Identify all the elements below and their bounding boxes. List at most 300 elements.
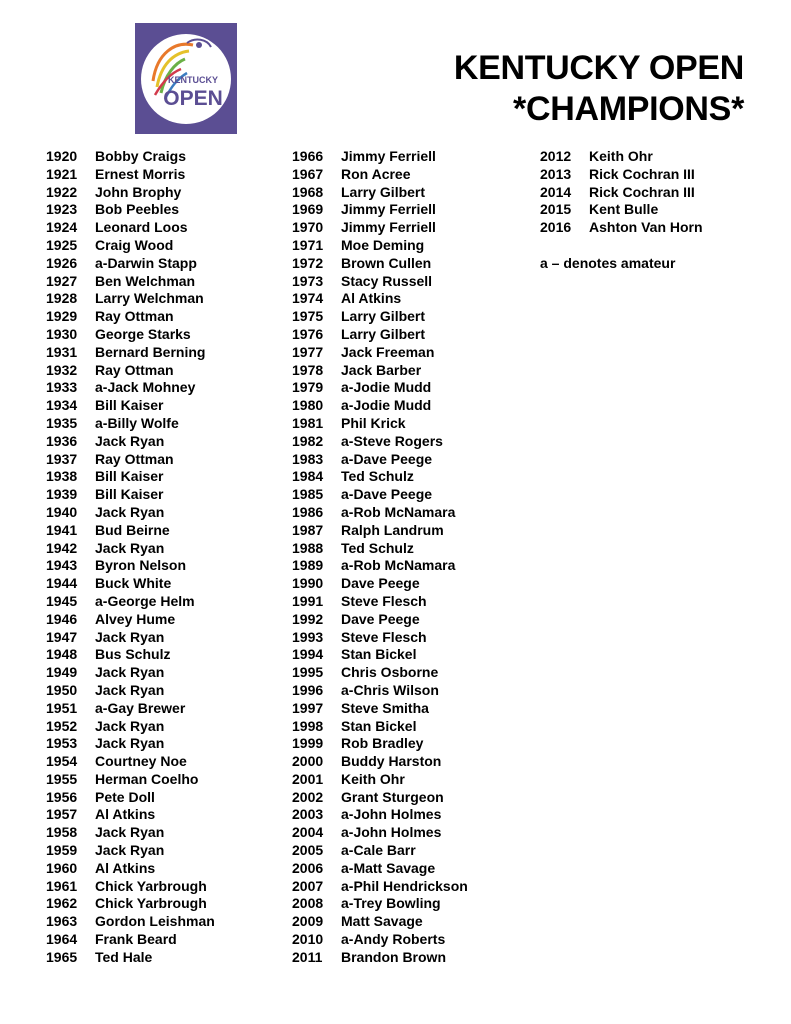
champion-name: a-Andy Roberts xyxy=(341,931,446,948)
champion-row xyxy=(46,166,215,184)
champion-row xyxy=(46,237,215,255)
champion-year: 2016 xyxy=(540,219,572,236)
champion-year: 1937 xyxy=(46,450,78,467)
champion-name: Al Atkins xyxy=(341,290,402,307)
champion-row xyxy=(46,895,215,913)
champion-row xyxy=(292,789,468,807)
champion-year: 1947 xyxy=(46,628,78,645)
champion-name: Jack Barber xyxy=(341,361,422,378)
champion-year: 1963 xyxy=(46,913,78,930)
champion-name: Steve Smitha xyxy=(341,699,429,716)
champion-name: Ralph Landrum xyxy=(341,521,444,538)
champion-name: Buddy Harston xyxy=(341,753,442,770)
champion-year: 1964 xyxy=(46,931,78,948)
champion-year: 1925 xyxy=(46,236,78,253)
champion-row xyxy=(292,806,468,824)
champion-row xyxy=(292,735,468,753)
champion-name: Craig Wood xyxy=(95,236,174,253)
champion-year: 2014 xyxy=(540,183,572,200)
champion-row xyxy=(292,682,468,700)
champion-name: Ron Acree xyxy=(341,165,411,182)
champion-row xyxy=(540,184,703,202)
champion-year: 1926 xyxy=(46,254,78,271)
champion-year: 1958 xyxy=(46,824,78,841)
champion-year: 1975 xyxy=(292,308,324,325)
champion-row xyxy=(292,344,468,362)
champion-row xyxy=(46,771,215,789)
champion-name: Larry Gilbert xyxy=(341,325,426,342)
champion-row xyxy=(46,255,215,273)
champion-name: Steve Flesch xyxy=(341,592,427,609)
champion-name: Ray Ottman xyxy=(95,361,174,378)
champion-name: Courtney Noe xyxy=(95,753,187,770)
champion-year: 1996 xyxy=(292,681,324,698)
champion-year: 1965 xyxy=(46,948,78,965)
champion-row xyxy=(540,148,703,166)
champion-name: a-Jodie Mudd xyxy=(341,397,432,414)
champion-row xyxy=(292,504,468,522)
logo-text-kentucky: KENTUCKY xyxy=(167,75,219,85)
champion-name: Al Atkins xyxy=(95,859,156,876)
champion-name: a-Gay Brewer xyxy=(95,699,186,716)
champion-name: Ted Hale xyxy=(95,948,153,965)
champions-column-2 xyxy=(292,148,468,967)
champion-name: John Brophy xyxy=(95,183,182,200)
champion-year: 1960 xyxy=(46,859,78,876)
champion-name: a-Trey Bowling xyxy=(341,895,441,912)
champion-year: 2003 xyxy=(292,806,324,823)
champion-row xyxy=(46,949,215,967)
champion-year: 1934 xyxy=(46,397,78,414)
champion-row xyxy=(292,860,468,878)
champion-year: 1971 xyxy=(292,236,324,253)
champion-row xyxy=(46,219,215,237)
champion-row xyxy=(292,308,468,326)
champion-name: Kent Bulle xyxy=(589,201,659,218)
champion-year: 1967 xyxy=(292,165,324,182)
champion-row xyxy=(46,629,215,647)
champion-row xyxy=(292,397,468,415)
champion-year: 1998 xyxy=(292,717,324,734)
champion-year: 1962 xyxy=(46,895,78,912)
champion-row xyxy=(292,290,468,308)
champion-row xyxy=(46,753,215,771)
champion-year: 1931 xyxy=(46,343,78,360)
champion-year: 2006 xyxy=(292,859,324,876)
champion-name: Chris Osborne xyxy=(341,664,439,681)
champion-row xyxy=(46,575,215,593)
champion-row xyxy=(292,362,468,380)
champion-year: 1946 xyxy=(46,610,78,627)
champion-row xyxy=(46,468,215,486)
champion-year: 1961 xyxy=(46,877,78,894)
champion-row xyxy=(540,219,703,237)
champion-name: Moe Deming xyxy=(341,236,425,253)
champion-year: 1973 xyxy=(292,272,324,289)
champion-name: a-Chris Wilson xyxy=(341,681,439,698)
champion-row xyxy=(46,379,215,397)
champion-name: Brandon Brown xyxy=(341,948,446,965)
champion-row xyxy=(540,166,703,184)
champion-row xyxy=(46,362,215,380)
champion-row xyxy=(292,931,468,949)
logo-emblem xyxy=(135,23,237,134)
champion-year: 1978 xyxy=(292,361,324,378)
logo-text-open: OPEN xyxy=(163,87,223,110)
champion-year: 1948 xyxy=(46,646,78,663)
champion-name: Jack Ryan xyxy=(95,628,165,645)
champion-year: 1951 xyxy=(46,699,78,716)
champion-row xyxy=(292,522,468,540)
champion-name: a-Phil Hendrickson xyxy=(341,877,468,894)
champion-row xyxy=(292,326,468,344)
champion-name: a-John Holmes xyxy=(341,806,442,823)
champion-name: Jack Ryan xyxy=(95,717,165,734)
champion-year: 1938 xyxy=(46,468,78,485)
champion-name: Bernard Berning xyxy=(95,343,206,360)
champion-year: 2013 xyxy=(540,165,572,182)
champion-name: George Starks xyxy=(95,325,191,342)
champion-name: Bob Peebles xyxy=(95,201,180,218)
champion-row xyxy=(46,913,215,931)
champion-name: Jack Ryan xyxy=(95,842,165,859)
champion-year: 1956 xyxy=(46,788,78,805)
champion-year: 1941 xyxy=(46,521,78,538)
champion-year: 1957 xyxy=(46,806,78,823)
champion-row xyxy=(46,611,215,629)
champion-year: 2005 xyxy=(292,842,324,859)
champion-year: 2004 xyxy=(292,824,324,841)
champion-year: 1936 xyxy=(46,432,78,449)
champion-row xyxy=(292,842,468,860)
champion-row xyxy=(46,344,215,362)
champion-year: 1985 xyxy=(292,486,324,503)
champion-row xyxy=(292,255,468,273)
champion-year: 1997 xyxy=(292,699,324,716)
champion-name: Jack Ryan xyxy=(95,432,165,449)
champion-year: 2001 xyxy=(292,770,324,787)
champion-name: Jack Ryan xyxy=(95,664,165,681)
champion-year: 1929 xyxy=(46,308,78,325)
champion-name: Jimmy Ferriell xyxy=(341,219,436,236)
champion-row xyxy=(292,700,468,718)
champion-year: 1944 xyxy=(46,575,78,592)
champion-name: Byron Nelson xyxy=(95,557,187,574)
champion-year: 1979 xyxy=(292,379,324,396)
champion-row xyxy=(46,148,215,166)
champion-name: Stan Bickel xyxy=(341,646,417,663)
champion-name: Steve Flesch xyxy=(341,628,427,645)
champion-row xyxy=(46,593,215,611)
champion-row xyxy=(292,273,468,291)
champion-year: 1983 xyxy=(292,450,324,467)
champion-year: 1949 xyxy=(46,664,78,681)
champion-year: 1992 xyxy=(292,610,324,627)
champion-year: 1950 xyxy=(46,681,78,698)
champion-name: Jack Freeman xyxy=(341,343,435,360)
champion-row xyxy=(292,629,468,647)
champion-row xyxy=(292,895,468,913)
champion-year: 2011 xyxy=(292,948,323,965)
champion-name: Al Atkins xyxy=(95,806,156,823)
champion-row xyxy=(292,468,468,486)
champion-year: 2012 xyxy=(540,148,572,164)
champions-column-1 xyxy=(46,148,215,967)
champion-name: Ray Ottman xyxy=(95,450,174,467)
champion-name: Brown Cullen xyxy=(341,254,432,271)
champion-row xyxy=(46,878,215,896)
champion-name: Rob Bradley xyxy=(341,735,424,752)
champion-row xyxy=(292,771,468,789)
champion-row xyxy=(292,184,468,202)
champion-year: 1922 xyxy=(46,183,78,200)
kentucky-open-logo xyxy=(135,23,237,134)
champion-name: a-Billy Wolfe xyxy=(95,414,179,431)
champion-row xyxy=(292,593,468,611)
champion-name: Leonard Loos xyxy=(95,219,188,236)
champion-year: 2015 xyxy=(540,201,572,218)
champion-row xyxy=(46,397,215,415)
champion-name: a-Cale Barr xyxy=(341,842,416,859)
champion-name: Chick Yarbrough xyxy=(95,895,207,912)
champion-name: Rick Cochran III xyxy=(589,183,695,200)
champion-year: 1924 xyxy=(46,219,78,236)
champion-row xyxy=(292,824,468,842)
champion-year: 1935 xyxy=(46,414,78,431)
champion-name: Larry Gilbert xyxy=(341,308,426,325)
champion-name: Jack Ryan xyxy=(95,681,165,698)
champion-row xyxy=(292,201,468,219)
champion-name: Bill Kaiser xyxy=(95,468,164,485)
champion-year: 1940 xyxy=(46,503,78,520)
champion-row xyxy=(46,504,215,522)
champion-row xyxy=(292,379,468,397)
champion-row xyxy=(46,931,215,949)
champion-year: 1928 xyxy=(46,290,78,307)
champion-name: a-George Helm xyxy=(95,592,195,609)
champion-row xyxy=(292,575,468,593)
champion-name: Jack Ryan xyxy=(95,824,165,841)
champion-year: 1923 xyxy=(46,201,78,218)
champion-row xyxy=(46,184,215,202)
champion-year: 1945 xyxy=(46,592,78,609)
champion-year: 1990 xyxy=(292,575,324,592)
champion-name: Bus Schulz xyxy=(95,646,171,663)
champion-year: 1984 xyxy=(292,468,324,485)
champion-year: 1932 xyxy=(46,361,78,378)
champion-name: Jimmy Ferriell xyxy=(341,201,436,218)
champion-row xyxy=(292,664,468,682)
amateur-legend-note: a – denotes amateur xyxy=(540,255,676,271)
champion-name: Jack Ryan xyxy=(95,539,165,556)
champion-name: a-Matt Savage xyxy=(341,859,436,876)
champion-row xyxy=(292,219,468,237)
champion-row xyxy=(292,237,468,255)
champion-year: 1943 xyxy=(46,557,78,574)
champion-year: 1959 xyxy=(46,842,78,859)
champion-name: Frank Beard xyxy=(95,931,177,948)
champion-year: 2002 xyxy=(292,788,324,805)
champion-name: Stacy Russell xyxy=(341,272,433,289)
champion-name: Dave Peege xyxy=(341,575,420,592)
champion-row xyxy=(292,913,468,931)
page-title-line2: *CHAMPIONS* xyxy=(513,90,744,128)
champion-year: 1976 xyxy=(292,325,324,342)
champion-name: Jimmy Ferriell xyxy=(341,148,436,164)
champion-name: Larry Gilbert xyxy=(341,183,426,200)
champion-row xyxy=(46,290,215,308)
champion-row xyxy=(46,718,215,736)
champion-row xyxy=(292,557,468,575)
champion-row xyxy=(46,326,215,344)
champion-name: a-Jodie Mudd xyxy=(341,379,432,396)
champion-year: 1999 xyxy=(292,735,324,752)
champion-row xyxy=(292,148,468,166)
champion-year: 2000 xyxy=(292,753,324,770)
champion-year: 1942 xyxy=(46,539,78,556)
champion-row xyxy=(540,201,703,219)
champion-row xyxy=(292,878,468,896)
page-title-line1: KENTUCKY OPEN xyxy=(453,49,744,87)
champion-name: Chick Yarbrough xyxy=(95,877,207,894)
champion-year: 2008 xyxy=(292,895,324,912)
champion-row xyxy=(292,646,468,664)
champions-column-3 xyxy=(540,148,703,237)
champion-name: Gordon Leishman xyxy=(95,913,215,930)
champion-name: a-Rob McNamara xyxy=(341,503,456,520)
champion-name: Bill Kaiser xyxy=(95,397,164,414)
champion-row xyxy=(46,273,215,291)
champion-row xyxy=(46,646,215,664)
champion-year: 1953 xyxy=(46,735,78,752)
champion-year: 1982 xyxy=(292,432,324,449)
champion-year: 1966 xyxy=(292,148,324,164)
champion-row xyxy=(292,753,468,771)
champion-row xyxy=(46,522,215,540)
champion-name: Phil Krick xyxy=(341,414,406,431)
champion-year: 2010 xyxy=(292,931,324,948)
champion-name: Ernest Morris xyxy=(95,165,186,182)
champion-row xyxy=(292,486,468,504)
champion-year: 1980 xyxy=(292,397,324,414)
champion-row xyxy=(46,806,215,824)
champion-year: 1986 xyxy=(292,503,324,520)
champion-year: 1933 xyxy=(46,379,78,396)
champion-year: 2007 xyxy=(292,877,324,894)
champion-name: Larry Welchman xyxy=(95,290,204,307)
champion-year: 1969 xyxy=(292,201,324,218)
champion-name: Stan Bickel xyxy=(341,717,417,734)
champion-name: a-Jack Mohney xyxy=(95,379,196,396)
champion-year: 1981 xyxy=(292,414,324,431)
champion-year: 1970 xyxy=(292,219,324,236)
champion-name: Buck White xyxy=(95,575,172,592)
champion-name: a-Darwin Stapp xyxy=(95,254,197,271)
champion-row xyxy=(46,557,215,575)
champion-row xyxy=(292,949,468,967)
champion-row xyxy=(46,308,215,326)
champion-name: a-Steve Rogers xyxy=(341,432,443,449)
champion-year: 1955 xyxy=(46,770,78,787)
champion-name: Dave Peege xyxy=(341,610,420,627)
champion-row xyxy=(46,540,215,558)
champion-name: a-John Holmes xyxy=(341,824,442,841)
champion-name: Jack Ryan xyxy=(95,735,165,752)
champion-year: 1994 xyxy=(292,646,324,663)
champion-row xyxy=(46,824,215,842)
champion-row xyxy=(292,166,468,184)
champion-year: 1972 xyxy=(292,254,324,271)
champion-name: Herman Coelho xyxy=(95,770,199,787)
champion-year: 1988 xyxy=(292,539,324,556)
champion-name: a-Dave Peege xyxy=(341,486,433,503)
champion-year: 1939 xyxy=(46,486,78,503)
champion-year: 1995 xyxy=(292,664,324,681)
champion-year: 1977 xyxy=(292,343,324,360)
champion-row xyxy=(46,451,215,469)
champion-name: Rick Cochran III xyxy=(589,165,695,182)
champion-row xyxy=(292,451,468,469)
champion-year: 1930 xyxy=(46,325,78,342)
champion-year: 1991 xyxy=(292,592,324,609)
champion-name: Ted Schulz xyxy=(341,468,414,485)
champion-row xyxy=(46,433,215,451)
champion-name: Bud Beirne xyxy=(95,521,170,538)
champion-year: 2009 xyxy=(292,913,324,930)
champion-year: 1968 xyxy=(292,183,324,200)
champion-year: 1921 xyxy=(46,165,78,182)
champion-name: Bill Kaiser xyxy=(95,486,164,503)
champion-row xyxy=(46,664,215,682)
champion-name: Alvey Hume xyxy=(95,610,176,627)
champion-name: Keith Ohr xyxy=(589,148,653,164)
champion-year: 1987 xyxy=(292,521,324,538)
champion-name: Bobby Craigs xyxy=(95,148,187,164)
champion-row xyxy=(46,486,215,504)
champion-row xyxy=(46,201,215,219)
champion-year: 1993 xyxy=(292,628,324,645)
champion-year: 1989 xyxy=(292,557,324,574)
champion-name: a-Rob McNamara xyxy=(341,557,456,574)
champion-row xyxy=(292,415,468,433)
champion-year: 1954 xyxy=(46,753,78,770)
champion-year: 1952 xyxy=(46,717,78,734)
champion-row xyxy=(46,860,215,878)
champion-row xyxy=(46,842,215,860)
champion-row xyxy=(292,718,468,736)
champion-name: Ashton Van Horn xyxy=(589,219,703,236)
champion-year: 1927 xyxy=(46,272,78,289)
champion-row xyxy=(46,415,215,433)
champion-row xyxy=(46,735,215,753)
champion-row xyxy=(292,433,468,451)
champion-name: Ted Schulz xyxy=(341,539,414,556)
champion-name: Keith Ohr xyxy=(341,770,405,787)
champion-row xyxy=(46,700,215,718)
champion-name: Grant Sturgeon xyxy=(341,788,444,805)
champion-name: Ben Welchman xyxy=(95,272,196,289)
champion-row xyxy=(46,789,215,807)
champion-name: Jack Ryan xyxy=(95,503,165,520)
champion-row xyxy=(46,682,215,700)
champion-name: Matt Savage xyxy=(341,913,423,930)
champion-name: Ray Ottman xyxy=(95,308,174,325)
champion-row xyxy=(292,611,468,629)
champion-year: 1920 xyxy=(46,148,78,164)
champion-row xyxy=(292,540,468,558)
champion-year: 1974 xyxy=(292,290,324,307)
champion-name: Pete Doll xyxy=(95,788,155,805)
